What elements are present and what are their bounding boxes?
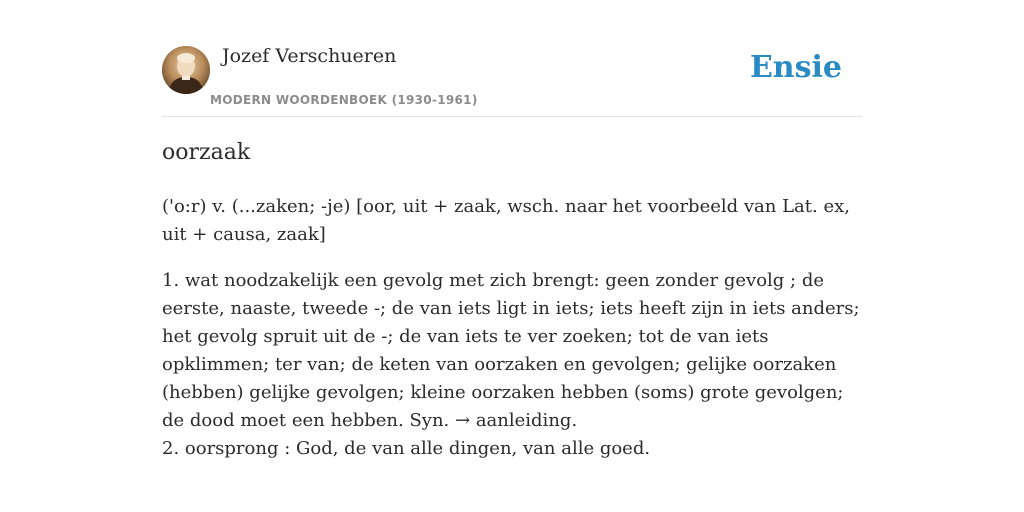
- entry-etymology: ('o:r) v. (...zaken; -je) [oor, uit + zaak, wsch. naar het voorbeeld van Lat. ex, uit + causa, zaak]: [162, 196, 850, 245]
- definition-tail: .: [571, 410, 578, 431]
- definition-item: [162, 435, 862, 463]
- cross-reference-link[interactable]: aanleiding: [475, 410, 572, 431]
- definition-item: [162, 267, 862, 435]
- entry-header: [162, 0, 862, 117]
- arrow-right-icon: →: [454, 410, 471, 431]
- definition-text: 2. oorsprong : God, de van alle dingen, van alle goed.: [162, 438, 651, 459]
- brand-logo[interactable]: Ensie: [749, 50, 842, 85]
- avatar[interactable]: [162, 46, 210, 94]
- entry-page: [162, 0, 862, 512]
- entry-headword: oorzaak: [162, 140, 251, 165]
- definition-text: 1. wat noodzakelijk een gevolg met zich brengt: geen zonder gevolg ; de eerste, naaste, tweede -; de van iets ligt in iets; iets heeft zijn in iets anders; het gevolg spruit uit de -; de van iets te ver zoeken; tot de van iets opklimmen; ter van; de keten van oorzaken en gevolgen; gelijke oorzaken (hebben) gelijke gevolgen; kleine oorzaken hebben (soms) grote gevolgen; de dood moet een hebben. Syn.: [162, 270, 860, 431]
- author-portrait-icon: [162, 46, 210, 94]
- entry-definitions: [162, 267, 862, 463]
- source-label[interactable]: MODERN WOORDENBOEK (1930-1961): [210, 93, 478, 107]
- author-name[interactable]: Jozef Verschueren: [222, 45, 397, 67]
